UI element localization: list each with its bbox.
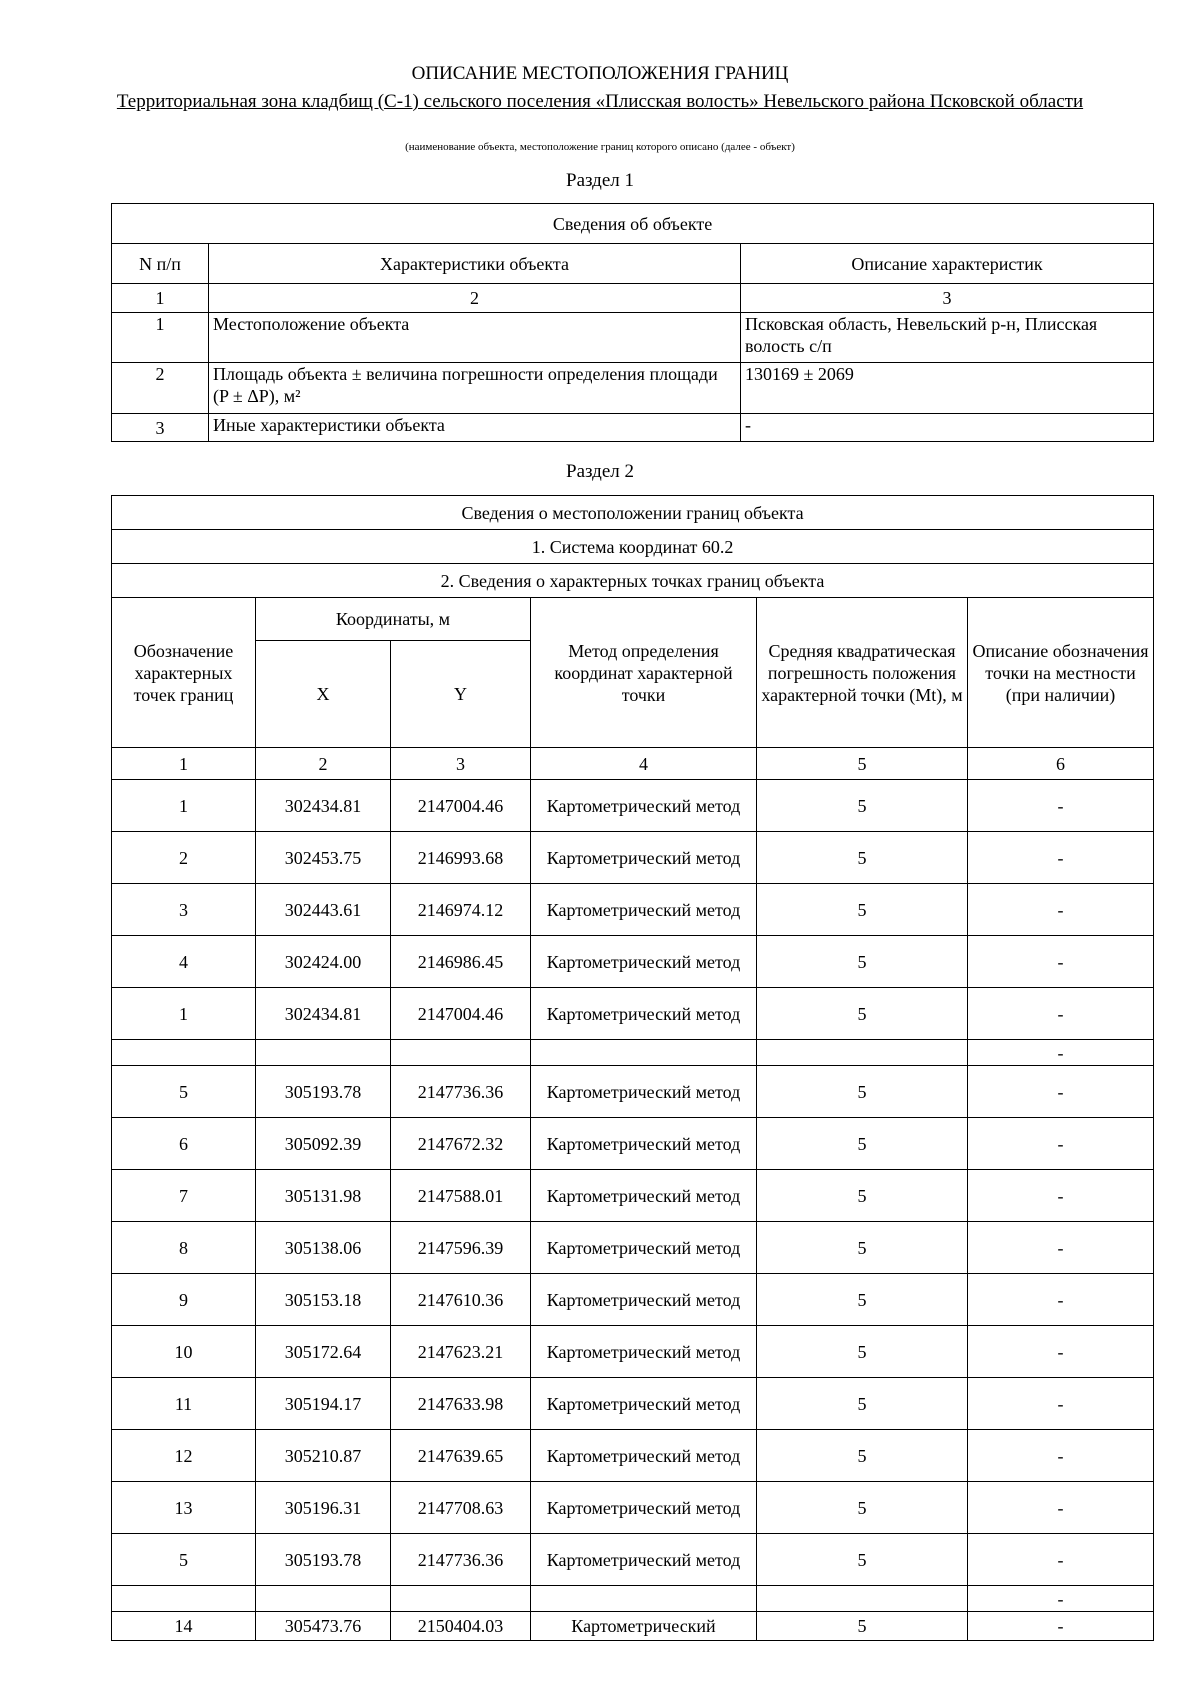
- method: Картометрический метод: [531, 832, 757, 884]
- table-row: [112, 363, 1154, 414]
- error: 5: [757, 1482, 968, 1534]
- coord-y: 2147004.46: [391, 988, 531, 1040]
- section-1-heading: Раздел 1: [566, 170, 634, 191]
- error: 5: [757, 1326, 968, 1378]
- error: 5: [757, 884, 968, 936]
- description: -: [968, 780, 1154, 832]
- table-row: [112, 1274, 1154, 1326]
- method: Картометрический метод: [531, 1378, 757, 1430]
- table-row: [112, 1430, 1154, 1482]
- document-title: ОПИСАНИЕ МЕСТОПОЛОЖЕНИЯ ГРАНИЦ: [411, 63, 789, 84]
- header-error: Средняя квадратическая погрешность положения характерной точки (Mt), м: [757, 598, 968, 748]
- characteristic-name: Иные характеристики объекта: [209, 414, 741, 442]
- description: -: [968, 884, 1154, 936]
- row-number: 1: [112, 313, 209, 363]
- table-row: [112, 988, 1154, 1040]
- coord-x: 302434.81: [256, 780, 391, 832]
- table-row: [112, 1612, 1154, 1641]
- column-number: 6: [968, 748, 1154, 780]
- method: Картометрический метод: [531, 1066, 757, 1118]
- point-number: [112, 1586, 256, 1612]
- error: 5: [757, 832, 968, 884]
- method: Картометрический метод: [531, 1222, 757, 1274]
- description: -: [968, 1118, 1154, 1170]
- description: -: [968, 1274, 1154, 1326]
- error: 5: [757, 1170, 968, 1222]
- coord-x: [256, 1586, 391, 1612]
- coord-x: 305193.78: [256, 1534, 391, 1586]
- table-row: [112, 832, 1154, 884]
- coord-x: 305153.18: [256, 1274, 391, 1326]
- characteristic-value: Псковская область, Невельский р-н, Плисская волость с/п: [741, 313, 1154, 363]
- table-row: [112, 1482, 1154, 1534]
- error: 5: [757, 1430, 968, 1482]
- column-number: 2: [256, 748, 391, 780]
- coord-x: 302443.61: [256, 884, 391, 936]
- method: Картометрический метод: [531, 1118, 757, 1170]
- method: Картометрический метод: [531, 988, 757, 1040]
- error: 5: [757, 1274, 968, 1326]
- method: Картометрический метод: [531, 936, 757, 988]
- header-point-designation: Обозначение характерных точек границ: [112, 598, 256, 748]
- coord-y: 2146986.45: [391, 936, 531, 988]
- coord-x: 305473.76: [256, 1612, 391, 1641]
- table-row: [112, 780, 1154, 832]
- error: 5: [757, 1612, 968, 1641]
- description: -: [968, 1040, 1154, 1066]
- object-name: [0, 90, 1200, 113]
- method: Картометрический метод: [531, 884, 757, 936]
- error: 5: [757, 936, 968, 988]
- coord-y: 2147596.39: [391, 1222, 531, 1274]
- table-caption: Сведения о местоположении границ объекта: [112, 496, 1154, 530]
- point-number: 9: [112, 1274, 256, 1326]
- method: Картометрический метод: [531, 1326, 757, 1378]
- table-row: [112, 936, 1154, 988]
- row-number: 2: [112, 363, 209, 414]
- error: 5: [757, 1378, 968, 1430]
- description: -: [968, 1534, 1154, 1586]
- error: 5: [757, 780, 968, 832]
- boundary-points-table: [111, 495, 1154, 1641]
- table-row: [112, 313, 1154, 363]
- column-number: 5: [757, 748, 968, 780]
- coord-x: 305193.78: [256, 1066, 391, 1118]
- method: [531, 1040, 757, 1066]
- point-number: 13: [112, 1482, 256, 1534]
- point-number: 1: [112, 988, 256, 1040]
- point-number: 2: [112, 832, 256, 884]
- header-y: Y: [391, 641, 531, 748]
- table-row: [112, 1066, 1154, 1118]
- description: -: [968, 1586, 1154, 1612]
- table-row: [112, 1378, 1154, 1430]
- table-row: [112, 884, 1154, 936]
- description: -: [968, 1430, 1154, 1482]
- separator-row: [112, 1586, 1154, 1612]
- column-header: Характеристики объекта: [209, 244, 741, 284]
- point-number: 7: [112, 1170, 256, 1222]
- coord-y: 2147588.01: [391, 1170, 531, 1222]
- coordinate-system: 1. Система координат 60.2: [112, 530, 1154, 564]
- coord-y: 2150404.03: [391, 1612, 531, 1641]
- coord-y: [391, 1586, 531, 1612]
- characteristic-name: Площадь объекта ± величина погрешности определения площади (P ± ΔP), м²: [209, 363, 741, 414]
- table-caption: Сведения об объекте: [112, 204, 1154, 244]
- table-row: [112, 1534, 1154, 1586]
- point-number: 8: [112, 1222, 256, 1274]
- description: -: [968, 1378, 1154, 1430]
- coord-y: 2147708.63: [391, 1482, 531, 1534]
- method: Картометрический: [531, 1612, 757, 1641]
- error: [757, 1586, 968, 1612]
- error: 5: [757, 1118, 968, 1170]
- error: 5: [757, 1534, 968, 1586]
- characteristic-value: 130169 ± 2069: [741, 363, 1154, 414]
- coord-x: 302434.81: [256, 988, 391, 1040]
- header-x: X: [256, 641, 391, 748]
- method: Картометрический метод: [531, 1170, 757, 1222]
- coord-x: 305210.87: [256, 1430, 391, 1482]
- description: -: [968, 1482, 1154, 1534]
- coord-y: 2147639.65: [391, 1430, 531, 1482]
- header-description: Описание обозначения точки на местности (при наличии): [968, 598, 1154, 748]
- table-row: [112, 1118, 1154, 1170]
- method: [531, 1586, 757, 1612]
- coord-y: [391, 1040, 531, 1066]
- point-number: 5: [112, 1066, 256, 1118]
- coord-x: 302453.75: [256, 832, 391, 884]
- coord-y: 2147736.36: [391, 1066, 531, 1118]
- coord-x: 302424.00: [256, 936, 391, 988]
- point-number: 11: [112, 1378, 256, 1430]
- coord-y: 2147004.46: [391, 780, 531, 832]
- column-header: Описание характеристик: [741, 244, 1154, 284]
- method: Картометрический метод: [531, 780, 757, 832]
- characteristic-name: Местоположение объекта: [209, 313, 741, 363]
- description: -: [968, 1612, 1154, 1641]
- header-coordinates: Координаты, м: [256, 598, 531, 641]
- error: 5: [757, 1222, 968, 1274]
- column-header: N п/п: [112, 244, 209, 284]
- coord-x: 305172.64: [256, 1326, 391, 1378]
- coord-x: 305194.17: [256, 1378, 391, 1430]
- error: 5: [757, 1066, 968, 1118]
- table-row: [112, 1222, 1154, 1274]
- description: -: [968, 1170, 1154, 1222]
- point-number: [112, 1040, 256, 1066]
- point-number: 4: [112, 936, 256, 988]
- point-number: 12: [112, 1430, 256, 1482]
- column-number: 3: [391, 748, 531, 780]
- table-row: [112, 1170, 1154, 1222]
- description: -: [968, 1326, 1154, 1378]
- column-number: 1: [112, 284, 209, 313]
- table-row: [112, 414, 1154, 442]
- separator-row: [112, 1040, 1154, 1066]
- column-number: 1: [112, 748, 256, 780]
- point-number: 14: [112, 1612, 256, 1641]
- table-row: [112, 1326, 1154, 1378]
- point-number: 6: [112, 1118, 256, 1170]
- description: -: [968, 1222, 1154, 1274]
- coord-y: 2147672.32: [391, 1118, 531, 1170]
- coord-y: 2147610.36: [391, 1274, 531, 1326]
- coord-y: 2147623.21: [391, 1326, 531, 1378]
- description: -: [968, 988, 1154, 1040]
- column-number: 2: [209, 284, 741, 313]
- point-number: 5: [112, 1534, 256, 1586]
- section-2-heading: Раздел 2: [566, 461, 634, 482]
- coord-y: 2147633.98: [391, 1378, 531, 1430]
- coord-x: 305196.31: [256, 1482, 391, 1534]
- coord-x: 305138.06: [256, 1222, 391, 1274]
- error: 5: [757, 988, 968, 1040]
- column-number: 3: [741, 284, 1154, 313]
- method: Картометрический метод: [531, 1534, 757, 1586]
- point-number: 3: [112, 884, 256, 936]
- method: Картометрический метод: [531, 1482, 757, 1534]
- description: -: [968, 1066, 1154, 1118]
- description: -: [968, 936, 1154, 988]
- point-number: 10: [112, 1326, 256, 1378]
- characteristic-value: -: [741, 414, 1154, 442]
- header-method: Метод определения координат характерной точки: [531, 598, 757, 748]
- coord-y: 2146974.12: [391, 884, 531, 936]
- object-name-text: Территориальная зона кладбищ (С-1) сельского поселения «Плисская волость» Невельского района Псковской области: [116, 91, 1084, 112]
- point-number: 1: [112, 780, 256, 832]
- column-number: 4: [531, 748, 757, 780]
- coord-y: 2146993.68: [391, 832, 531, 884]
- coord-x: [256, 1040, 391, 1066]
- description: -: [968, 832, 1154, 884]
- method: Картометрический метод: [531, 1274, 757, 1326]
- coord-x: 305131.98: [256, 1170, 391, 1222]
- coord-x: 305092.39: [256, 1118, 391, 1170]
- coord-y: 2147736.36: [391, 1534, 531, 1586]
- object-name-note: (наименование объекта, местоположение границ которого описано (далее - объект): [405, 141, 795, 153]
- points-caption: 2. Сведения о характерных точках границ объекта: [112, 564, 1154, 598]
- object-info-table: [111, 203, 1154, 442]
- method: Картометрический метод: [531, 1430, 757, 1482]
- row-number: 3: [112, 414, 209, 442]
- error: [757, 1040, 968, 1066]
